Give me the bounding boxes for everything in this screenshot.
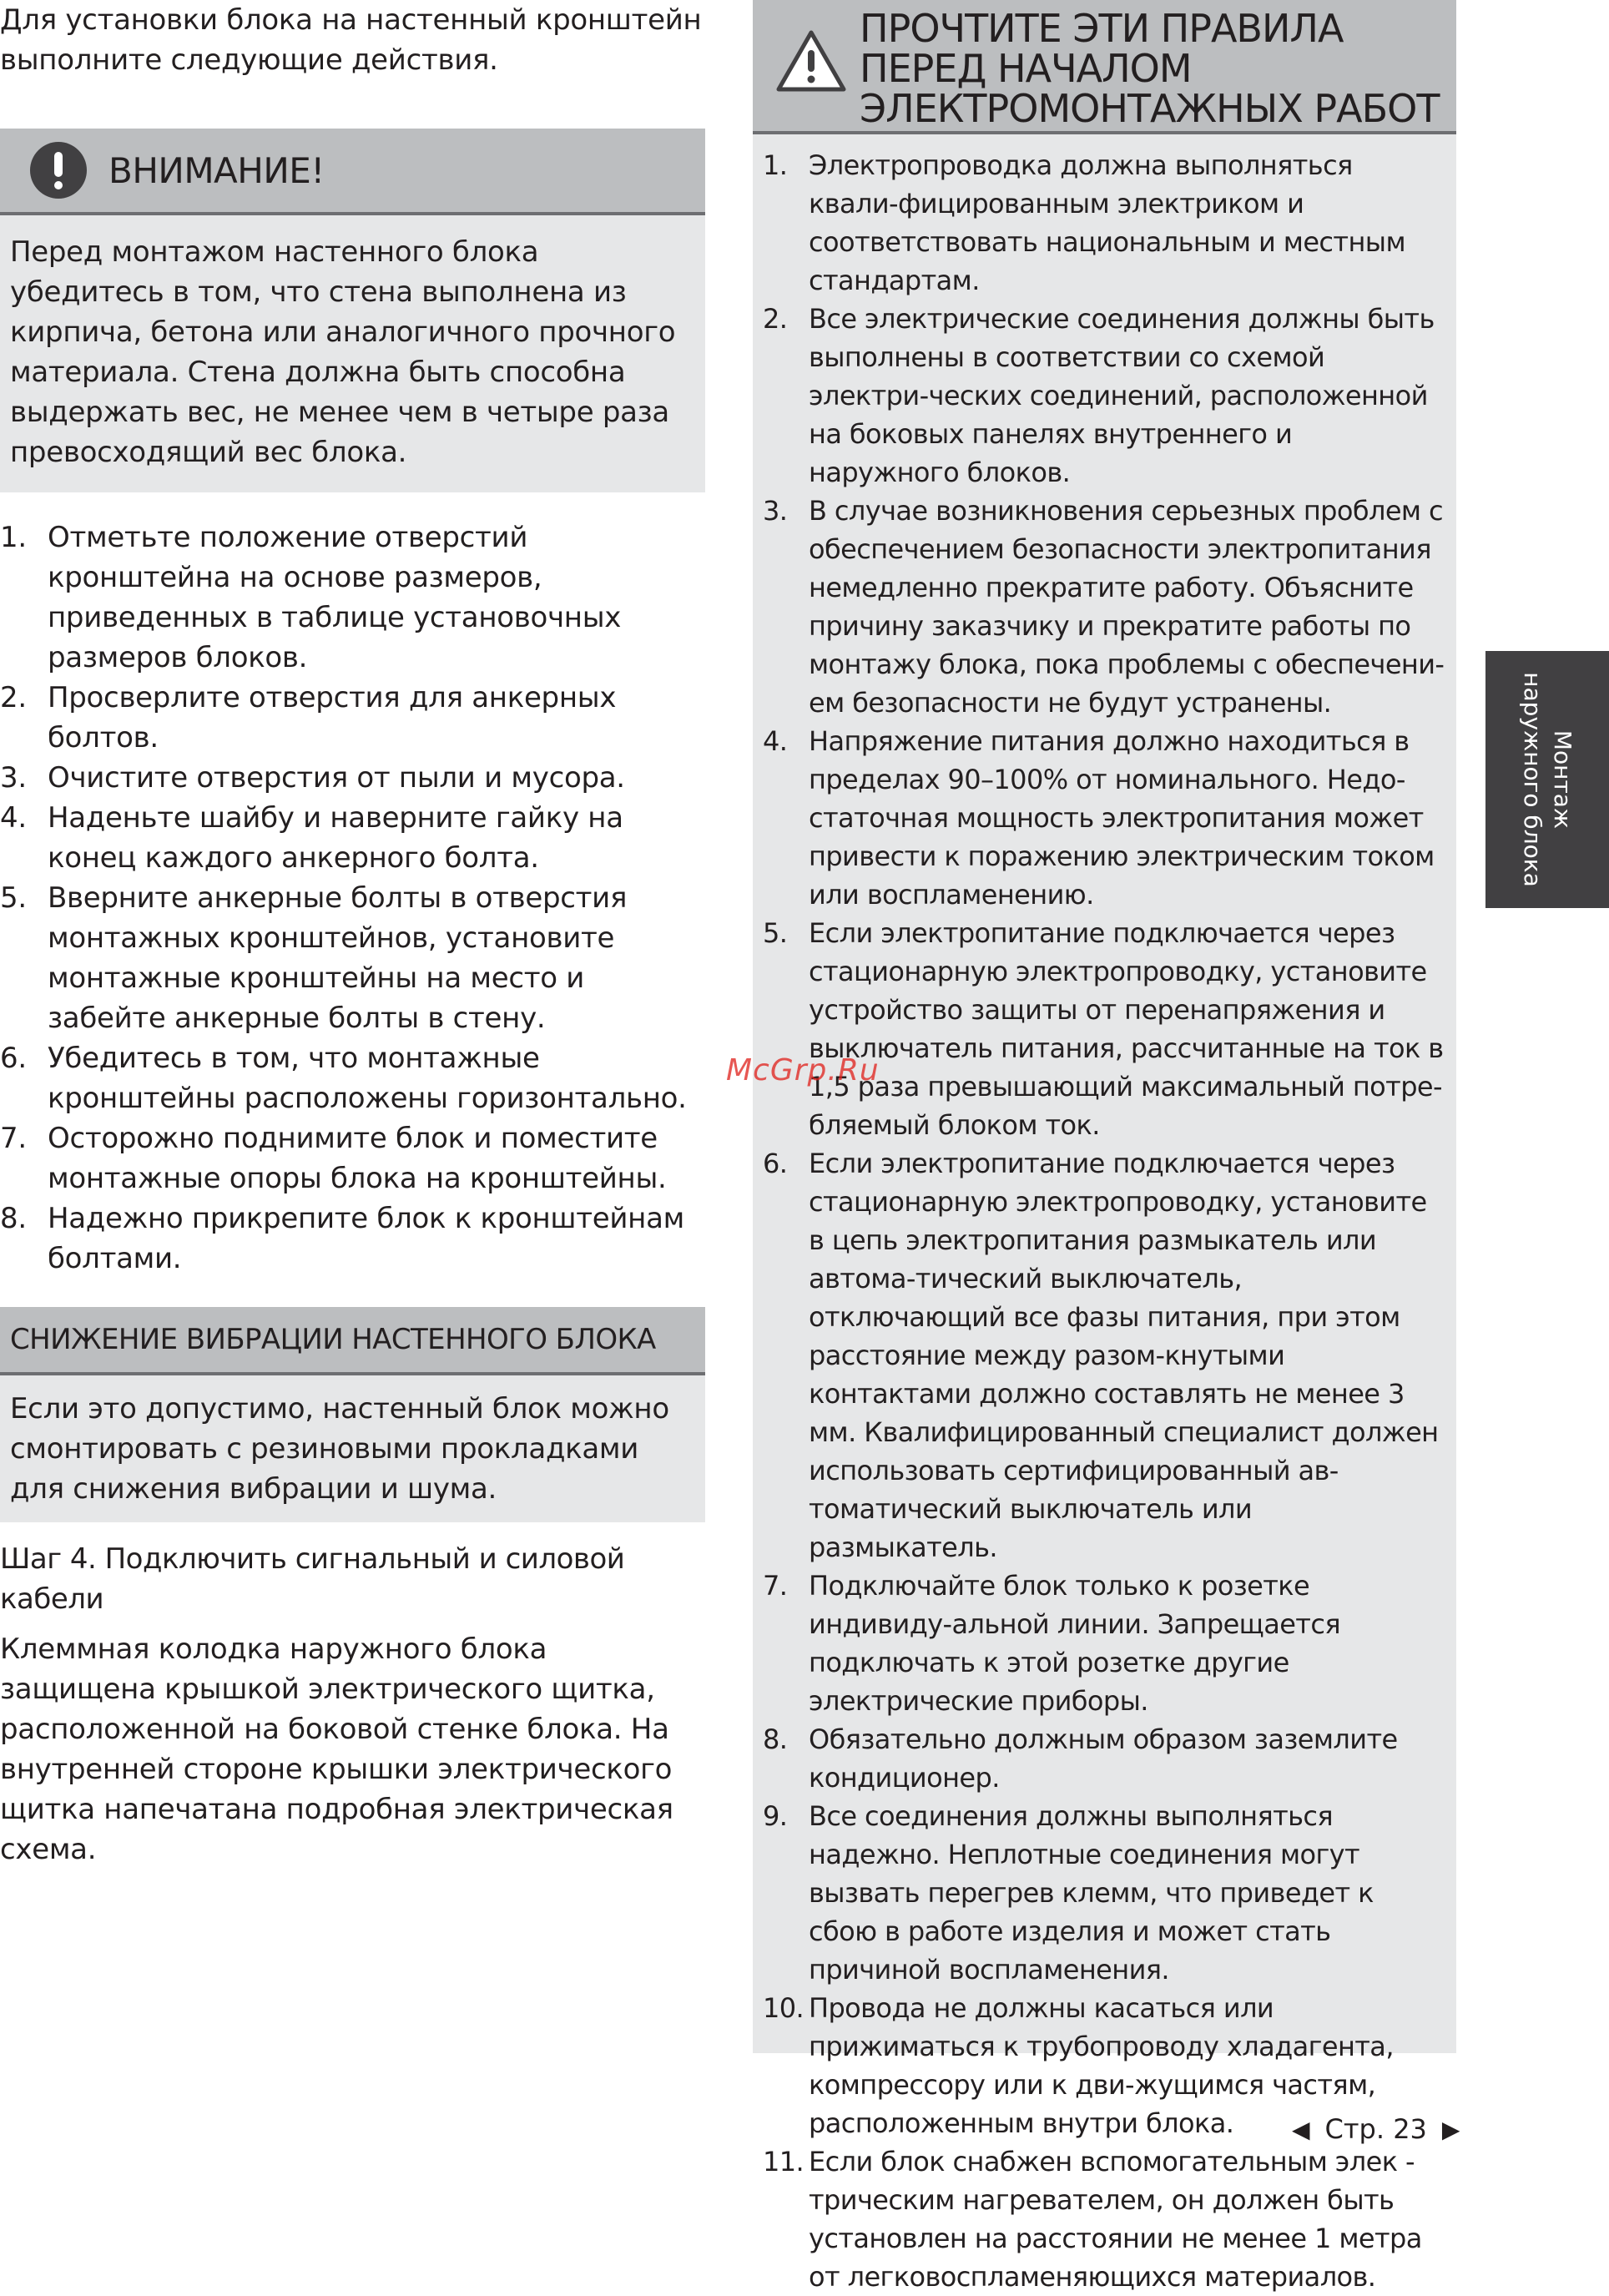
list-item xyxy=(753,722,1456,914)
mounting-steps-list xyxy=(0,517,705,1279)
rule-text: Электропроводка должна выполняться квали-фицированным электриком и соответствовать национальным и местным стандартам. xyxy=(809,149,1405,296)
step-text: Отметьте положение отверстий кронштейна на основе размеров, приведенных в таблице установочных размеров блоков. xyxy=(48,521,622,674)
list-item xyxy=(0,1038,705,1118)
list-item xyxy=(753,1144,1456,1567)
rule-number: 9. xyxy=(763,1800,788,1832)
watermark: McGrp.Ru xyxy=(726,1053,880,1087)
step-number: 2. xyxy=(0,681,27,714)
side-tab-label xyxy=(1517,672,1577,887)
step4-text: Клеммная колодка наружного блока защищена крышкой электрического щитка, расположенной на боковой стенке блока. На внутренней стороне крышки электрического щитка напечатана подробная электрическая схема. xyxy=(0,1632,673,1866)
side-tab-line: Монтаж xyxy=(1549,729,1576,830)
rule-number: 3. xyxy=(763,495,788,527)
rule-number: 6. xyxy=(763,1148,788,1179)
list-item xyxy=(753,300,1456,492)
attention-text: Перед монтажом настенного блока убедитесь в том, что стена выполнена из кирпича, бетона или аналогичного прочного материала. Стена должна быть способна выдержать вес, не менее чем в четыре раза превосходящий вес блока. xyxy=(10,235,676,469)
rules-title-line: ПЕРЕД НАЧАЛОМ xyxy=(860,46,1192,91)
intro-text: Для установки блока на настенный кронштейн выполните следующие действия. xyxy=(0,3,702,77)
rule-text: Если блок снабжен вспомогательным элек - трическим нагревателем, он должен быть установлен на расстоянии не менее 1 метра от легковоспламеняющихся материалов. xyxy=(809,2146,1422,2293)
list-item xyxy=(753,2142,1456,2296)
step-number: 5. xyxy=(0,881,27,915)
rule-text: Провода не должны касаться или прижиматься к трубопроводу хладагента, компрессору или к дви-жущимся частям, расположенным внутри блока. xyxy=(809,1992,1394,2139)
step-number: 7. xyxy=(0,1122,27,1155)
list-item xyxy=(0,678,705,758)
rule-text: Обязательно должным образом заземлите кондиционер. xyxy=(809,1723,1398,1794)
step-text: Очистите отверстия от пыли и мусора. xyxy=(48,761,625,795)
page-number: Стр. 23 xyxy=(1324,2113,1427,2145)
list-item xyxy=(0,1118,705,1198)
list-item xyxy=(0,798,705,878)
step-text: Наденьте шайбу и наверните гайку на конец каждого анкерного болта. xyxy=(48,801,623,875)
step-text: Надежно прикрепите блок к кронштейнам болтами. xyxy=(48,1202,684,1275)
rule-text: Если электропитание подключается через стационарную электропроводку, установите устройство защиты от перенапряжения и выключатель питания, рассчитанные на ток в 1,5 раза превышающий максимальный потре-бляемый блоком ток. xyxy=(809,917,1444,1141)
next-page-icon[interactable]: ▶ xyxy=(1441,2115,1460,2143)
vibration-text: Если это допустимо, настенный блок можно смонтировать с резиновыми прокладками для снижения вибрации и шума. xyxy=(10,1392,669,1506)
rule-text: В случае возникновения серьезных проблем с обеспечением безопасности электропитания немедленно прекратите работу. Объясните причину заказчику и прекратите работы по монтажу блока, пока проблемы с обеспечени-ем безопасности не будут устранены. xyxy=(809,495,1445,719)
exclamation-icon xyxy=(30,142,87,199)
rule-number: 10. xyxy=(763,1992,804,2024)
rules-header xyxy=(753,0,1456,134)
prev-page-icon[interactable]: ◀ xyxy=(1292,2115,1310,2143)
step-number: 6. xyxy=(0,1042,27,1075)
rules-title-line: ПРОЧТИТЕ ЭТИ ПРАВИЛА xyxy=(860,6,1344,51)
rule-text: Все соединения должны выполняться надежно. Неплотные соединения могут вызвать перегрев клемм, что приведет к сбою в работе изделия и может стать причиной воспламенения. xyxy=(809,1800,1374,1986)
section-side-tab xyxy=(1485,651,1609,908)
list-item xyxy=(753,1797,1456,1989)
list-item xyxy=(0,517,705,678)
list-item xyxy=(0,1198,705,1279)
list-item xyxy=(753,146,1456,300)
rule-number: 1. xyxy=(763,149,788,181)
step-number: 8. xyxy=(0,1202,27,1235)
attention-header xyxy=(0,129,705,215)
vibration-box xyxy=(0,1307,705,1522)
step-text: Вверните анкерные болты в отверстия монтажных кронштейнов, установите монтажные кронштейны на место и забейте анкерные болты в стену. xyxy=(48,881,628,1035)
rule-number: 2. xyxy=(763,303,788,335)
list-item xyxy=(753,1567,1456,1720)
step-number: 1. xyxy=(0,521,27,554)
rule-text: Если электропитание подключается через стационарную электропроводку, установите в цепь электропитания размыкатель или автома-тический выключатель, отключающий все фазы питания, при этом расстояние между разом-кнутыми контактами должно составлять не менее 3 мм. Квалифицированный специалист должен использовать сертифицированный ав-томатический выключатель или размыкатель. xyxy=(809,1148,1439,1563)
rule-text: Напряжение питания должно находиться в пределах 90–100% от номинального. Недо-статочная мощность электропитания может привести к поражению электрическим током или воспламенению. xyxy=(809,725,1435,911)
rules-title xyxy=(860,8,1439,129)
attention-title: ВНИМАНИЕ! xyxy=(108,149,325,191)
list-item xyxy=(0,878,705,1038)
step-number: 3. xyxy=(0,761,27,795)
rule-number: 7. xyxy=(763,1570,788,1602)
attention-box xyxy=(0,129,705,492)
rule-text: Все электрические соединения должны быть выполнены в соответствии со схемой электри-ческих соединений, расположенной на боковых панелях внутреннего и наружного блоков. xyxy=(809,303,1435,488)
side-tab-line: наружного блока xyxy=(1519,672,1546,887)
vibration-title: СНИЖЕНИЕ ВИБРАЦИИ НАСТЕННОГО БЛОКА xyxy=(0,1307,705,1375)
step-number: 4. xyxy=(0,801,27,835)
list-item xyxy=(0,758,705,798)
list-item xyxy=(753,1720,1456,1797)
rule-number: 11. xyxy=(763,2146,804,2177)
step-text: Просверлите отверстия для анкерных болтов. xyxy=(48,681,617,754)
page-navigation xyxy=(1292,2110,1460,2148)
rule-number: 4. xyxy=(763,725,788,757)
electrical-rules-list xyxy=(753,146,1456,2296)
step-text: Осторожно поднимите блок и поместите монтажные опоры блока на кронштейны. xyxy=(48,1122,667,1195)
list-item xyxy=(753,492,1456,722)
step4-heading: Шаг 4. Подключить сигнальный и силовой кабели xyxy=(0,1542,625,1616)
list-item xyxy=(753,914,1456,1144)
step-text: Убедитесь в том, что монтажные кронштейны расположены горизонтально. xyxy=(48,1042,687,1115)
rule-number: 5. xyxy=(763,917,788,949)
left-column xyxy=(0,0,705,1870)
rules-title-line: ЭЛЕКТРОМОНТАЖНЫХ РАБОТ xyxy=(860,86,1440,131)
rule-number: 8. xyxy=(763,1723,788,1755)
rule-text: Подключайте блок только к розетке индивиду-альной линии. Запрещается подключать к этой розетке другие электрические приборы. xyxy=(809,1570,1340,1717)
warning-triangle-icon xyxy=(776,30,846,92)
